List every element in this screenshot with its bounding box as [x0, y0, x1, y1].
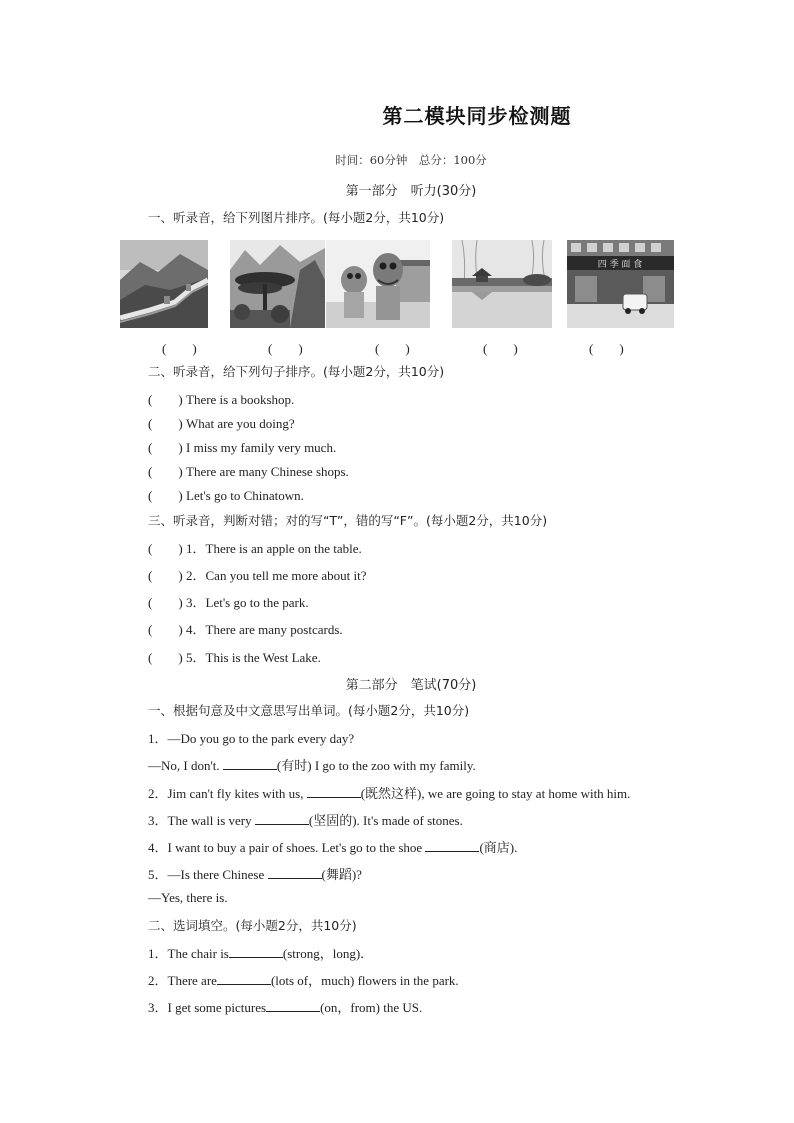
question-line: 4．I want to buy a pair of shoes. Let's go to the shoe (商店). [148, 840, 518, 855]
writing1-heading: 一、根据句意及中文意思写出单词。(每小题2分，共10分) [148, 703, 470, 718]
page-title: 第二模块同步检测题 [382, 104, 572, 128]
answer-blank [255, 813, 309, 825]
answer-blank [266, 1000, 320, 1012]
photo-lion-dance [326, 240, 430, 328]
answer-blank [217, 973, 271, 985]
question-line: —Yes, there is. [148, 890, 228, 905]
question-line: 2．There are (lots of，much) flowers in the park. [148, 973, 459, 988]
photo-mountain-pine [230, 240, 325, 328]
question-line: 3．The wall is very (坚固的). It's made of stones. [148, 813, 463, 828]
list-item: ( ) Let's go to Chinatown. [148, 488, 304, 503]
photo-great-wall [120, 240, 208, 328]
part2-heading: 第二部分 笔试(70分) [345, 678, 477, 693]
list-item: ( ) 4．There are many postcards. [148, 622, 343, 637]
photo2-answer: ( ) [268, 341, 303, 356]
question-line: 5．—Is there Chinese (舞蹈)? [148, 867, 362, 882]
list-item: ( ) 5．This is the West Lake. [148, 650, 321, 665]
question-line: 2．Jim can't fly kites with us, (既然这样), we are going to stay at home with him. [148, 786, 631, 801]
section3-heading: 三、听录音，判断对错；对的写“T”，错的写“F”。(每小题2分，共10分) [148, 513, 548, 528]
question-line: 1．—Do you go to the park every day? [148, 731, 355, 746]
answer-blank [229, 946, 283, 958]
list-item: ( ) There are many Chinese shops. [148, 464, 349, 479]
writing2-heading: 二、选词填空。(每小题2分，共10分) [148, 918, 357, 933]
list-item: ( ) I miss my family very much. [148, 440, 337, 455]
list-item: ( ) 1．There is an apple on the table. [148, 541, 362, 556]
exam-meta: 时间：60分钟 总分：100分 [335, 153, 487, 167]
list-item: ( ) What are you doing? [148, 416, 295, 431]
photo1-answer: ( ) [162, 341, 197, 356]
list-item: ( ) 2．Can you tell me more about it? [148, 568, 367, 583]
question-line: —No, I don't. (有时) I go to the zoo with my family. [148, 758, 476, 773]
answer-blank [268, 867, 322, 879]
photo-shop-street [567, 240, 674, 328]
section2-heading: 二、听录音，给下列句子排序。(每小题2分，共10分) [148, 364, 445, 379]
shop-sign-text: 四 季 面 食 [597, 260, 643, 270]
list-item: ( ) There is a bookshop. [148, 392, 295, 407]
photo4-answer: ( ) [483, 341, 518, 356]
answer-blank [307, 786, 361, 798]
question-line: 1．The chair is (strong，long)． [148, 946, 374, 961]
answer-blank [223, 758, 277, 770]
answer-blank [425, 840, 479, 852]
photo-lake-pavilion [452, 240, 552, 328]
list-item: ( ) 3．Let's go to the park. [148, 595, 309, 610]
question-line: 3．I get some pictures (on，from) the US. [148, 1000, 423, 1015]
photo5-answer: ( ) [589, 341, 624, 356]
part1-heading: 第一部分 听力(30分) [345, 184, 477, 199]
section1-heading: 一、听录音，给下列图片排序。(每小题2分，共10分) [148, 210, 445, 225]
photo3-answer: ( ) [375, 341, 410, 356]
